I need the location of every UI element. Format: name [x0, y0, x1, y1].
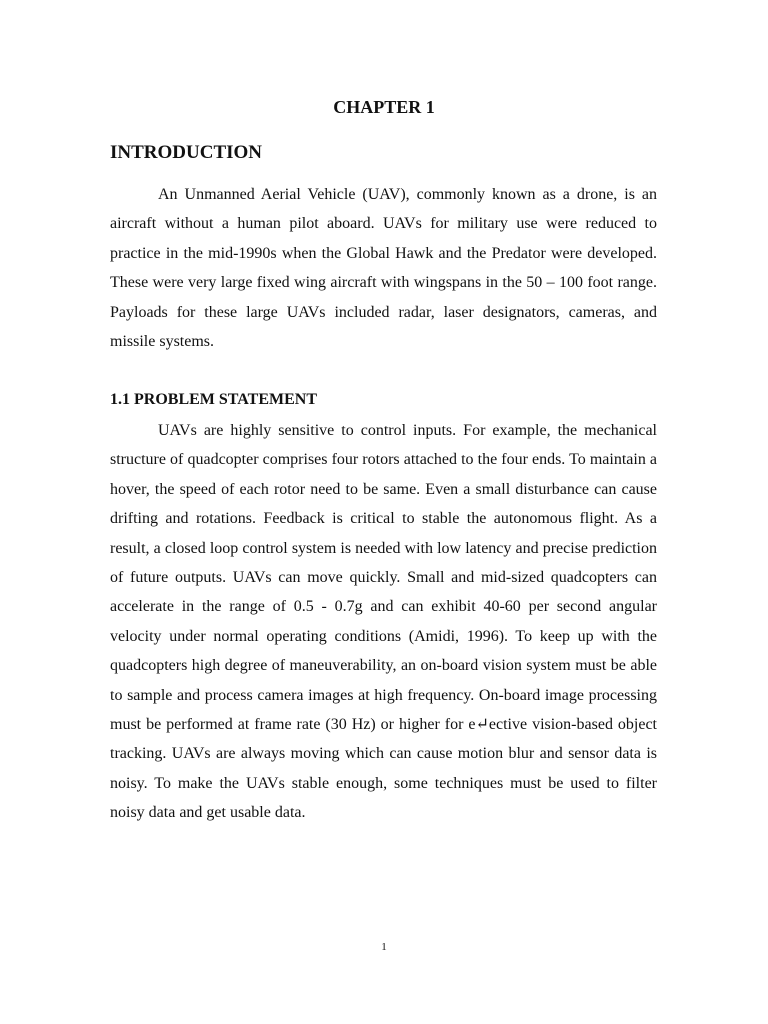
- chapter-title: CHAPTER 1: [333, 97, 435, 117]
- page-number: 1: [381, 941, 387, 953]
- introduction-paragraph: An Unmanned Aerial Vehicle (UAV), commonly known as a drone, is an aircraft without a human pilot aboard. UAVs for military use were reduced to practice in the mid-1990s when the Global Hawk and the Predator were developed. These were very large fixed wing aircraft with wingspans in the 50 – 100 foot range. Payloads for these large UAVs included radar, laser designators, cameras, and missile systems.: [110, 186, 657, 351]
- section-heading-problem-statement: 1.1 PROBLEM STATEMENT: [110, 391, 317, 408]
- section-heading-introduction: INTRODUCTION: [110, 142, 263, 163]
- problem-statement-paragraph: UAVs are highly sensitive to control inputs. For example, the mechanical structure of quadcopter comprises four rotors attached to the four ends. To maintain a hover, the speed of each rotor need to be same. Even a small disturbance can cause drifting and rotations. Feedback is critical to stable the autonomous flight. As a result, a closed loop control system is needed with low latency and precise prediction of future outputs. UAVs can move quickly. Small and mid-sized quadcopters can accelerate in the range of 0.5 - 0.7g and can exhibit 40-60 per second angular velocity under normal operating conditions (Amidi, 1996). To keep up with the quadcopters high degree of maneuverability, an on-board vision system must be able to sample and process camera images at high frequency. On-board image processing must be performed at frame rate (30 Hz) or higher for e↵ective vision-based object tracking. UAVs are always moving which can cause motion blur and sensor data is noisy. To make the UAVs stable enough, some techniques must be used to filter noisy data and get usable data.: [110, 422, 657, 822]
